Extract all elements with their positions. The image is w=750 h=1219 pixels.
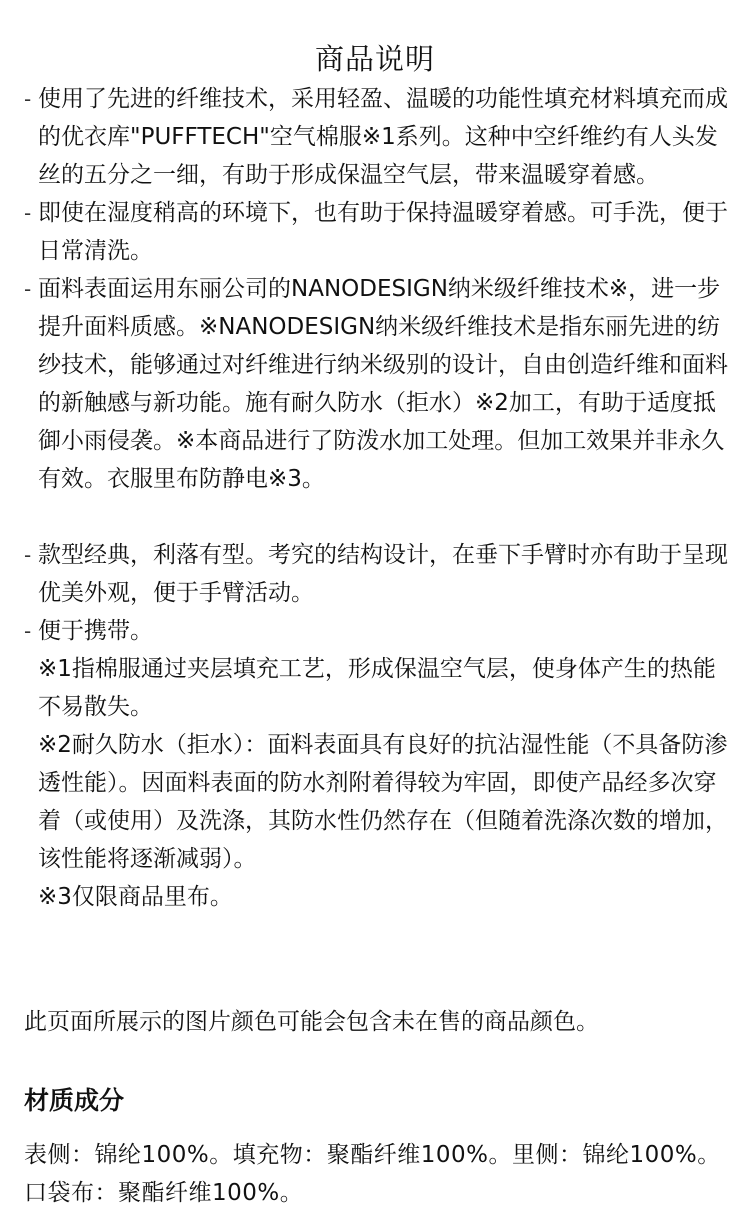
material-composition: 表侧：锦纶100%。填充物：聚酯纤维100%。里侧：锦纶100%。口袋布：聚酯纤维100%。 [24,1142,721,1206]
feature-text-2: 即使在湿度稍高的环境下，也有助于保持温暖穿着感。可手洗，便于日常清洗。 [38,200,728,264]
color-disclaimer: 此页面所展示的图片颜色可能会包含未在售的商品颜色。 [24,1009,599,1035]
feature-item-4 [24,536,730,612]
bullet-marker: - [24,543,32,567]
material-heading: 材质成分 [24,1086,125,1115]
paragraph-spacer [24,498,730,536]
footnote-3: ※3仅限商品里布。 [38,884,233,910]
bullet-marker: - [24,619,32,643]
bullet-marker: - [24,201,32,225]
footnote-2: ※2耐久防水（拒水）：面料表面具有良好的抗沾湿性能（不具备防渗透性能）。因面料表面的防水剂附着得较为牢固，即使产品经多次穿着（或使用）及洗涤，其防水性仍然存在（但随着洗涤次数的增加，该性能将逐渐减弱）。 [38,732,728,872]
feature-text-1: 使用了先进的纤维技术，采用轻盈、温暖的功能性填充材料填充而成的优衣库"PUFFTECH"空气棉服※1系列。这种中空纤维约有人头发丝的五分之一细，有助于形成保温空气层，带来温暖穿着感。 [38,86,728,188]
description-section [24,80,730,916]
page-title: 商品说明 [314,42,435,77]
bullet-marker: - [24,87,32,111]
footnote-1: ※1指棉服通过夹层填充工艺，形成保温空气层，使身体产生的热能不易散失。 [38,656,716,720]
feature-item-2 [24,194,730,270]
feature-item-5 [24,612,730,650]
feature-text-3: 面料表面运用东丽公司的NANODESIGN纳米级纤维技术※，进一步提升面料质感。※NANODESIGN纳米级纤维技术是指东丽先进的纺纱技术，能够通过对纤维进行纳米级别的设计，自由创造纤维和面料的新触感与新功能。施有耐久防水（拒水）※2加工，有助于适度抵御小雨侵袭。※本商品进行了防泼水加工处理。但加工效果并非永久有效。衣服里布防静电※3。 [38,276,728,492]
feature-text-5: 便于携带。 [38,618,153,644]
feature-item-3 [24,270,730,498]
feature-item-1 [24,80,730,194]
bullet-marker: - [24,277,32,301]
feature-text-4: 款型经典，利落有型。考究的结构设计，在垂下手臂时亦有助于呈现优美外观，便于手臂活动。 [38,542,728,606]
